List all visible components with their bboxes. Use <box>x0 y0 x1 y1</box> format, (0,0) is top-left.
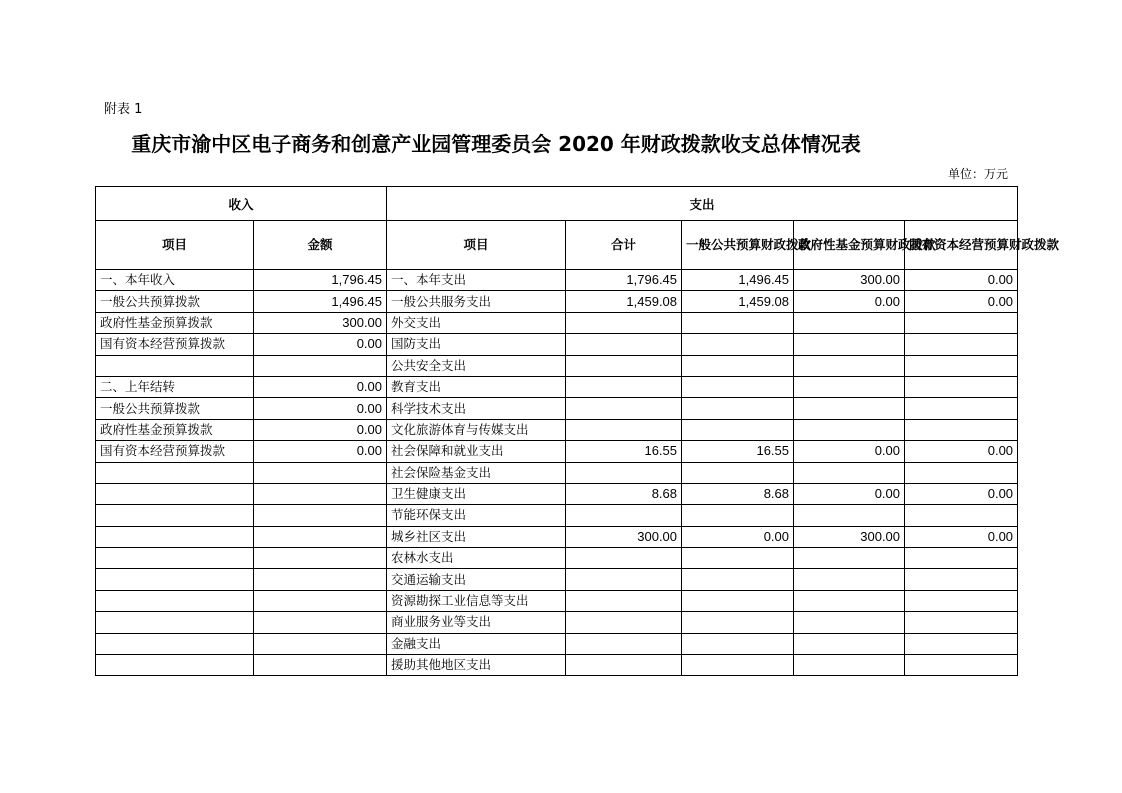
state-capital-cell <box>905 633 1018 654</box>
expense-item-cell: 一般公共服务支出 <box>387 291 566 312</box>
total-cell <box>566 590 682 611</box>
budget-table <box>95 186 1060 676</box>
expense-item-header: 项目 <box>387 221 566 270</box>
total-cell <box>566 419 682 440</box>
table-row <box>96 419 1018 440</box>
general-budget-cell: 8.68 <box>682 483 794 504</box>
table-row <box>96 312 1018 333</box>
income-amount-header: 金额 <box>254 221 387 270</box>
page-title: 重庆市渝中区电子商务和创意产业园管理委员会 2020 年财政拨款收支总体情况表 <box>131 132 861 156</box>
gov-fund-cell <box>794 548 905 569</box>
table-row <box>96 376 1018 397</box>
state-capital-header: 国有资本经营预算财政拨款 <box>905 221 1018 270</box>
income-amount-cell: 0.00 <box>254 398 387 419</box>
total-cell: 16.55 <box>566 441 682 462</box>
income-item-cell <box>96 612 254 633</box>
expense-item-cell: 一、本年支出 <box>387 270 566 291</box>
general-budget-cell: 0.00 <box>682 526 794 547</box>
income-item-cell <box>96 462 254 483</box>
table-row <box>96 569 1018 590</box>
expense-item-cell: 文化旅游体育与传媒支出 <box>387 419 566 440</box>
gov-fund-cell <box>794 655 905 676</box>
general-budget-cell <box>682 590 794 611</box>
general-budget-cell <box>682 462 794 483</box>
expense-item-cell: 商业服务业等支出 <box>387 612 566 633</box>
expense-item-cell: 社会保险基金支出 <box>387 462 566 483</box>
state-capital-cell <box>905 355 1018 376</box>
unit-label: 单位：万元 <box>947 167 1008 181</box>
total-cell: 1,796.45 <box>566 270 682 291</box>
general-budget-cell <box>682 633 794 654</box>
general-budget-cell: 1,459.08 <box>682 291 794 312</box>
general-budget-cell: 16.55 <box>682 441 794 462</box>
general-budget-cell <box>682 398 794 419</box>
state-capital-cell <box>905 462 1018 483</box>
state-capital-cell <box>905 398 1018 419</box>
income-amount-cell: 1,496.45 <box>254 291 387 312</box>
income-amount-cell <box>254 355 387 376</box>
total-cell <box>566 462 682 483</box>
income-amount-cell: 300.00 <box>254 312 387 333</box>
income-amount-cell: 0.00 <box>254 334 387 355</box>
income-item-cell: 政府性基金预算拨款 <box>96 419 254 440</box>
income-item-cell <box>96 548 254 569</box>
total-cell <box>566 355 682 376</box>
gov-fund-cell <box>794 633 905 654</box>
total-cell <box>566 334 682 355</box>
table-row <box>96 505 1018 526</box>
general-budget-cell <box>682 312 794 333</box>
state-capital-cell: 0.00 <box>905 291 1018 312</box>
income-item-cell: 一般公共预算拨款 <box>96 398 254 419</box>
general-budget-cell <box>682 355 794 376</box>
total-cell <box>566 376 682 397</box>
gov-fund-cell: 0.00 <box>794 441 905 462</box>
total-cell: 1,459.08 <box>566 291 682 312</box>
table-row <box>96 334 1018 355</box>
state-capital-cell <box>905 376 1018 397</box>
state-capital-cell <box>905 590 1018 611</box>
gov-fund-cell <box>794 612 905 633</box>
gov-fund-cell <box>794 398 905 419</box>
expense-item-cell: 城乡社区支出 <box>387 526 566 547</box>
general-budget-cell <box>682 612 794 633</box>
table-row <box>96 270 1018 291</box>
table-row <box>96 441 1018 462</box>
income-item-header: 项目 <box>96 221 254 270</box>
state-capital-cell: 0.00 <box>905 483 1018 504</box>
general-budget-cell <box>682 376 794 397</box>
table-row <box>96 655 1018 676</box>
general-budget-cell: 1,496.45 <box>682 270 794 291</box>
total-cell: 300.00 <box>566 526 682 547</box>
expense-item-cell: 教育支出 <box>387 376 566 397</box>
gov-fund-cell: 300.00 <box>794 526 905 547</box>
table-row <box>96 548 1018 569</box>
appendix-label: 附表 1 <box>104 102 143 117</box>
income-amount-cell <box>254 505 387 526</box>
state-capital-cell <box>905 548 1018 569</box>
income-item-cell <box>96 633 254 654</box>
expense-item-cell: 卫生健康支出 <box>387 483 566 504</box>
table-row <box>96 462 1018 483</box>
general-budget-cell <box>682 419 794 440</box>
income-item-cell <box>96 655 254 676</box>
income-amount-cell <box>254 633 387 654</box>
gov-fund-cell: 0.00 <box>794 291 905 312</box>
income-item-cell <box>96 505 254 526</box>
total-header: 合计 <box>566 221 682 270</box>
total-cell <box>566 505 682 526</box>
general-budget-cell <box>682 505 794 526</box>
expense-item-cell: 资源勘探工业信息等支出 <box>387 590 566 611</box>
gov-fund-cell <box>794 376 905 397</box>
income-amount-cell: 0.00 <box>254 376 387 397</box>
table-row <box>96 526 1018 547</box>
table-row <box>96 483 1018 504</box>
total-cell <box>566 548 682 569</box>
income-amount-cell <box>254 655 387 676</box>
state-capital-cell: 0.00 <box>905 441 1018 462</box>
income-amount-cell: 0.00 <box>254 441 387 462</box>
income-header: 收入 <box>96 187 387 221</box>
gov-fund-cell <box>794 312 905 333</box>
expense-item-cell: 农林水支出 <box>387 548 566 569</box>
expense-item-cell: 交通运输支出 <box>387 569 566 590</box>
table-row <box>96 398 1018 419</box>
income-item-cell <box>96 483 254 504</box>
income-amount-cell <box>254 569 387 590</box>
general-budget-cell <box>682 334 794 355</box>
state-capital-cell: 0.00 <box>905 526 1018 547</box>
gov-fund-cell <box>794 462 905 483</box>
income-amount-cell <box>254 590 387 611</box>
gov-fund-cell <box>794 334 905 355</box>
income-item-cell: 一、本年收入 <box>96 270 254 291</box>
expense-header: 支出 <box>387 187 1018 221</box>
expense-item-cell: 金融支出 <box>387 633 566 654</box>
gov-fund-cell <box>794 590 905 611</box>
state-capital-cell: 0.00 <box>905 270 1018 291</box>
gov-fund-cell <box>794 355 905 376</box>
income-amount-cell <box>254 483 387 504</box>
total-cell <box>566 312 682 333</box>
expense-item-cell: 援助其他地区支出 <box>387 655 566 676</box>
income-item-cell: 国有资本经营预算拨款 <box>96 441 254 462</box>
gov-fund-header: 政府性基金预算财政拨款 <box>794 221 905 270</box>
expense-item-cell: 公共安全支出 <box>387 355 566 376</box>
state-capital-cell <box>905 569 1018 590</box>
state-capital-cell <box>905 655 1018 676</box>
state-capital-cell <box>905 334 1018 355</box>
general-budget-cell <box>682 548 794 569</box>
total-cell <box>566 398 682 419</box>
income-item-cell <box>96 355 254 376</box>
gov-fund-cell: 300.00 <box>794 270 905 291</box>
gov-fund-cell <box>794 505 905 526</box>
state-capital-cell <box>905 505 1018 526</box>
state-capital-cell <box>905 612 1018 633</box>
income-item-cell: 二、上年结转 <box>96 376 254 397</box>
income-item-cell: 国有资本经营预算拨款 <box>96 334 254 355</box>
table-row <box>96 612 1018 633</box>
total-cell <box>566 655 682 676</box>
expense-item-cell: 国防支出 <box>387 334 566 355</box>
income-amount-cell <box>254 612 387 633</box>
expense-item-cell: 节能环保支出 <box>387 505 566 526</box>
income-amount-cell <box>254 462 387 483</box>
income-item-cell <box>96 569 254 590</box>
expense-item-cell: 外交支出 <box>387 312 566 333</box>
gov-fund-cell: 0.00 <box>794 483 905 504</box>
state-capital-cell <box>905 419 1018 440</box>
table-row <box>96 355 1018 376</box>
income-item-cell: 政府性基金预算拨款 <box>96 312 254 333</box>
income-amount-cell: 1,796.45 <box>254 270 387 291</box>
income-amount-cell: 0.00 <box>254 419 387 440</box>
expense-item-cell: 科学技术支出 <box>387 398 566 419</box>
income-amount-cell <box>254 526 387 547</box>
table-row <box>96 590 1018 611</box>
income-item-cell <box>96 526 254 547</box>
expense-item-cell: 社会保障和就业支出 <box>387 441 566 462</box>
income-item-cell <box>96 590 254 611</box>
general-budget-cell <box>682 569 794 590</box>
general-budget-header: 一般公共预算财政拨款 <box>682 221 794 270</box>
general-budget-cell <box>682 655 794 676</box>
table-row <box>96 291 1018 312</box>
income-item-cell: 一般公共预算拨款 <box>96 291 254 312</box>
gov-fund-cell <box>794 419 905 440</box>
table-row <box>96 633 1018 654</box>
state-capital-cell <box>905 312 1018 333</box>
total-cell <box>566 612 682 633</box>
income-amount-cell <box>254 548 387 569</box>
gov-fund-cell <box>794 569 905 590</box>
total-cell <box>566 569 682 590</box>
table-body <box>96 270 1018 676</box>
total-cell: 8.68 <box>566 483 682 504</box>
total-cell <box>566 633 682 654</box>
